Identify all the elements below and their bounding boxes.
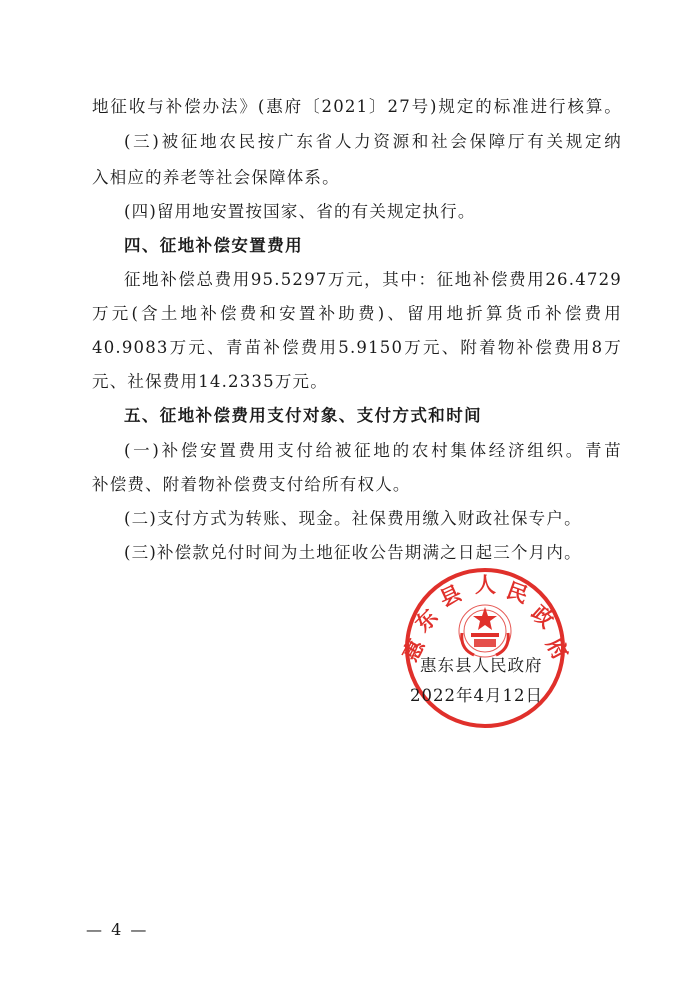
paragraph-line: 入相应的养老等社会保障体系。	[92, 168, 340, 187]
paragraph-line: 元、社保费用14.2335万元。	[92, 372, 328, 391]
svg-text:府: 府	[541, 633, 574, 664]
paragraph-line: (三)被征地农民按广东省人力资源和社会保障厅有关规定纳	[124, 132, 622, 151]
section-heading: 五、征地补偿费用支付对象、支付方式和时间	[124, 406, 482, 425]
svg-text:民: 民	[503, 577, 532, 608]
paragraph-line: 40.9083万元、青苗补偿费用5.9150万元、附着物补偿费用8万	[92, 338, 622, 357]
svg-text:惠: 惠	[397, 635, 430, 666]
paragraph-line: 地征收与补偿办法》(惠府〔2021〕27号)规定的标准进行核算。	[92, 97, 622, 116]
paragraph-line: 补偿费、附着物补偿费支付给所有权人。	[92, 475, 411, 494]
paragraph-line: (三)补偿款兑付时间为土地征收公告期满之日起三个月内。	[124, 543, 582, 562]
section-heading: 四、征地补偿安置费用	[124, 236, 303, 255]
svg-text:人: 人	[475, 572, 496, 597]
paragraph-line: (二)支付方式为转账、现金。社保费用缴入财政社保专户。	[124, 509, 582, 528]
svg-text:县: 县	[435, 579, 466, 612]
paragraph-line: 征地补偿总费用95.5297万元，其中：征地补偿费用26.4729	[124, 270, 622, 289]
star-emblem-seal-icon	[462, 607, 509, 655]
issue-date: 2022年4月12日	[410, 686, 543, 705]
paragraph-line: 万元(含土地补偿费和安置补助费)、留用地折算货币补偿费用	[92, 304, 622, 323]
svg-text:政: 政	[526, 600, 559, 633]
page-number: — 4 —	[86, 920, 149, 939]
paragraph-line: (一)补偿安置费用支付给被征地的农村集体经济组织。青苗	[124, 441, 622, 460]
svg-text:东: 东	[409, 604, 443, 637]
paragraph-line: (四)留用地安置按国家、省的有关规定执行。	[124, 202, 476, 221]
issuer-name: 惠东县人民政府	[420, 656, 543, 675]
